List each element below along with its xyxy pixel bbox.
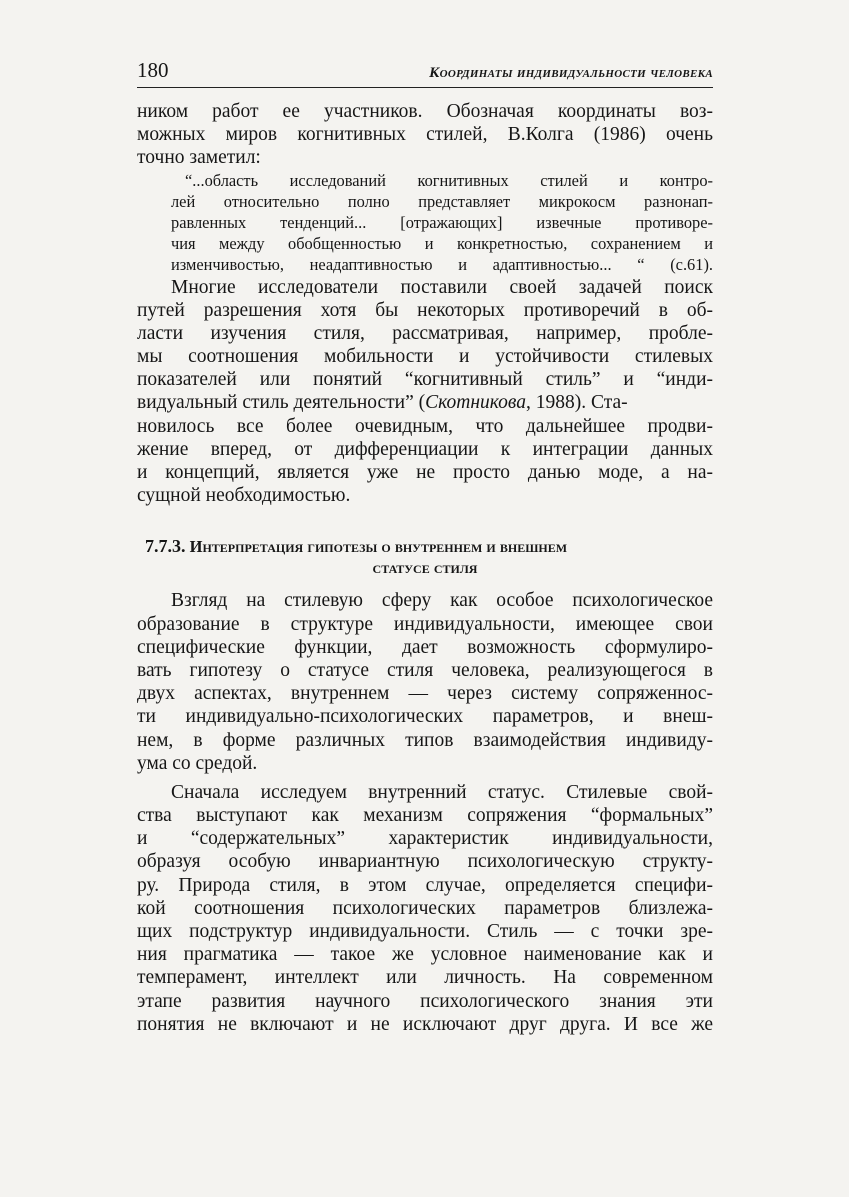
text-line: Многие исследователи поставили своей задачей поиск: [171, 276, 713, 298]
text-line: нем, в форме различных типов взаимодействия индивиду-: [137, 729, 713, 751]
text-line: ума со средой.: [137, 752, 258, 774]
quote-line: лей относительно полно представляет микрокосм разнонап-: [171, 191, 713, 211]
citation-author: Скотникова: [425, 392, 526, 414]
section-number: 7.7.3.: [145, 536, 186, 557]
text-line: ру. Природа стиля, в этом случае, определяется специфи-: [137, 874, 713, 896]
text-line: показателей или понятий “когнитивный стиль” и “инди-: [137, 369, 713, 391]
text-line: Сначала исследуем внутренний статус. Стилевые свой-: [171, 781, 713, 803]
text-line: образование в структуре индивидуальности, имеющее свои: [137, 613, 713, 635]
quote-line: “...область исследований когнитивных стилей и контро-: [185, 170, 713, 190]
text-line-with-citation: [137, 391, 713, 414]
body-text: [137, 100, 713, 1036]
text-line: образуя особую инвариантную психологическую структу-: [137, 851, 713, 873]
section-heading: [137, 535, 713, 579]
block-quote: [171, 170, 713, 276]
text-line: жение вперед, от дифференциации к интеграции данных: [137, 438, 713, 460]
text-line: путей разрешения хотя бы некоторых противоречий в об-: [137, 299, 713, 321]
text-line: ти индивидуально-психологических параметров, и внеш-: [137, 706, 713, 728]
quote-line: чия между обобщенностью и конкретностью, сохранением и: [171, 234, 713, 254]
text-line: специфические функции, дает возможность сформулиро-: [137, 636, 713, 658]
text-line: ником работ ее участников. Обозначая координаты воз-: [137, 101, 713, 122]
text-line: сущной необходимостью.: [137, 485, 351, 507]
text-line: этапе развития научного психологического знания эти: [137, 990, 713, 1012]
page-number: 180: [137, 58, 169, 82]
text-line: и “содержательных” характеристик индивидуальности,: [137, 828, 713, 850]
text-line: новилось все более очевидным, что дальнейшее продви-: [137, 415, 713, 437]
text-line: и концепций, является уже не просто данью моде, а на-: [137, 462, 713, 483]
paragraph-1: [137, 100, 713, 170]
text-line: ства выступают как механизм сопряжения “формальных”: [137, 805, 713, 827]
page-header: [137, 58, 713, 88]
text-fragment: видуальный стиль деятельности” (: [137, 392, 426, 414]
text-line: вать гипотезу о статусе стиля человека, реализующегося в: [137, 659, 713, 681]
paragraph-3: [137, 589, 713, 775]
text-line: кой соотношения психологических параметров близлежа-: [137, 897, 713, 919]
section-title-line-2: статусе стиля: [372, 558, 478, 578]
book-page: [137, 58, 713, 1036]
quote-line: равленных тенденций... [отражающих] извечные противоре-: [171, 212, 713, 232]
running-title: Координаты индивидуальности человека: [429, 65, 713, 81]
text-line: темперамент, интеллект или личность. На современном: [137, 967, 713, 989]
text-line: щих подструктур индивидуальности. Стиль — с точки зре-: [137, 921, 713, 942]
text-line: ния прагматика — такое же условное наименование как и: [137, 944, 713, 966]
paragraph-4: [137, 781, 713, 1036]
text-line: Взгляд на стилевую сферу как особое психологическое: [171, 590, 713, 612]
quote-line: изменчивостью, неадаптивностью и адаптивностью... “ (с.61).: [171, 255, 713, 275]
paragraph-2: [137, 276, 713, 508]
text-line: двух аспектах, внутреннем — через систему сопряженнос-: [137, 683, 713, 705]
section-title-line-1: Интерпретация гипотезы о внутреннем и внешнем: [189, 537, 568, 557]
text-line: мы соотношения мобильности и устойчивости стилевых: [137, 346, 713, 368]
text-line: можных миров когнитивных стилей, В.Колга (1986) очень: [137, 124, 713, 146]
text-line: точно заметил:: [137, 147, 261, 169]
text-fragment: , 1988). Ста-: [525, 392, 628, 414]
text-line: понятия не включают и не исключают друг друга. И все же: [137, 1013, 713, 1035]
text-line: ласти изучения стиля, рассматривая, например, пробле-: [137, 322, 713, 344]
